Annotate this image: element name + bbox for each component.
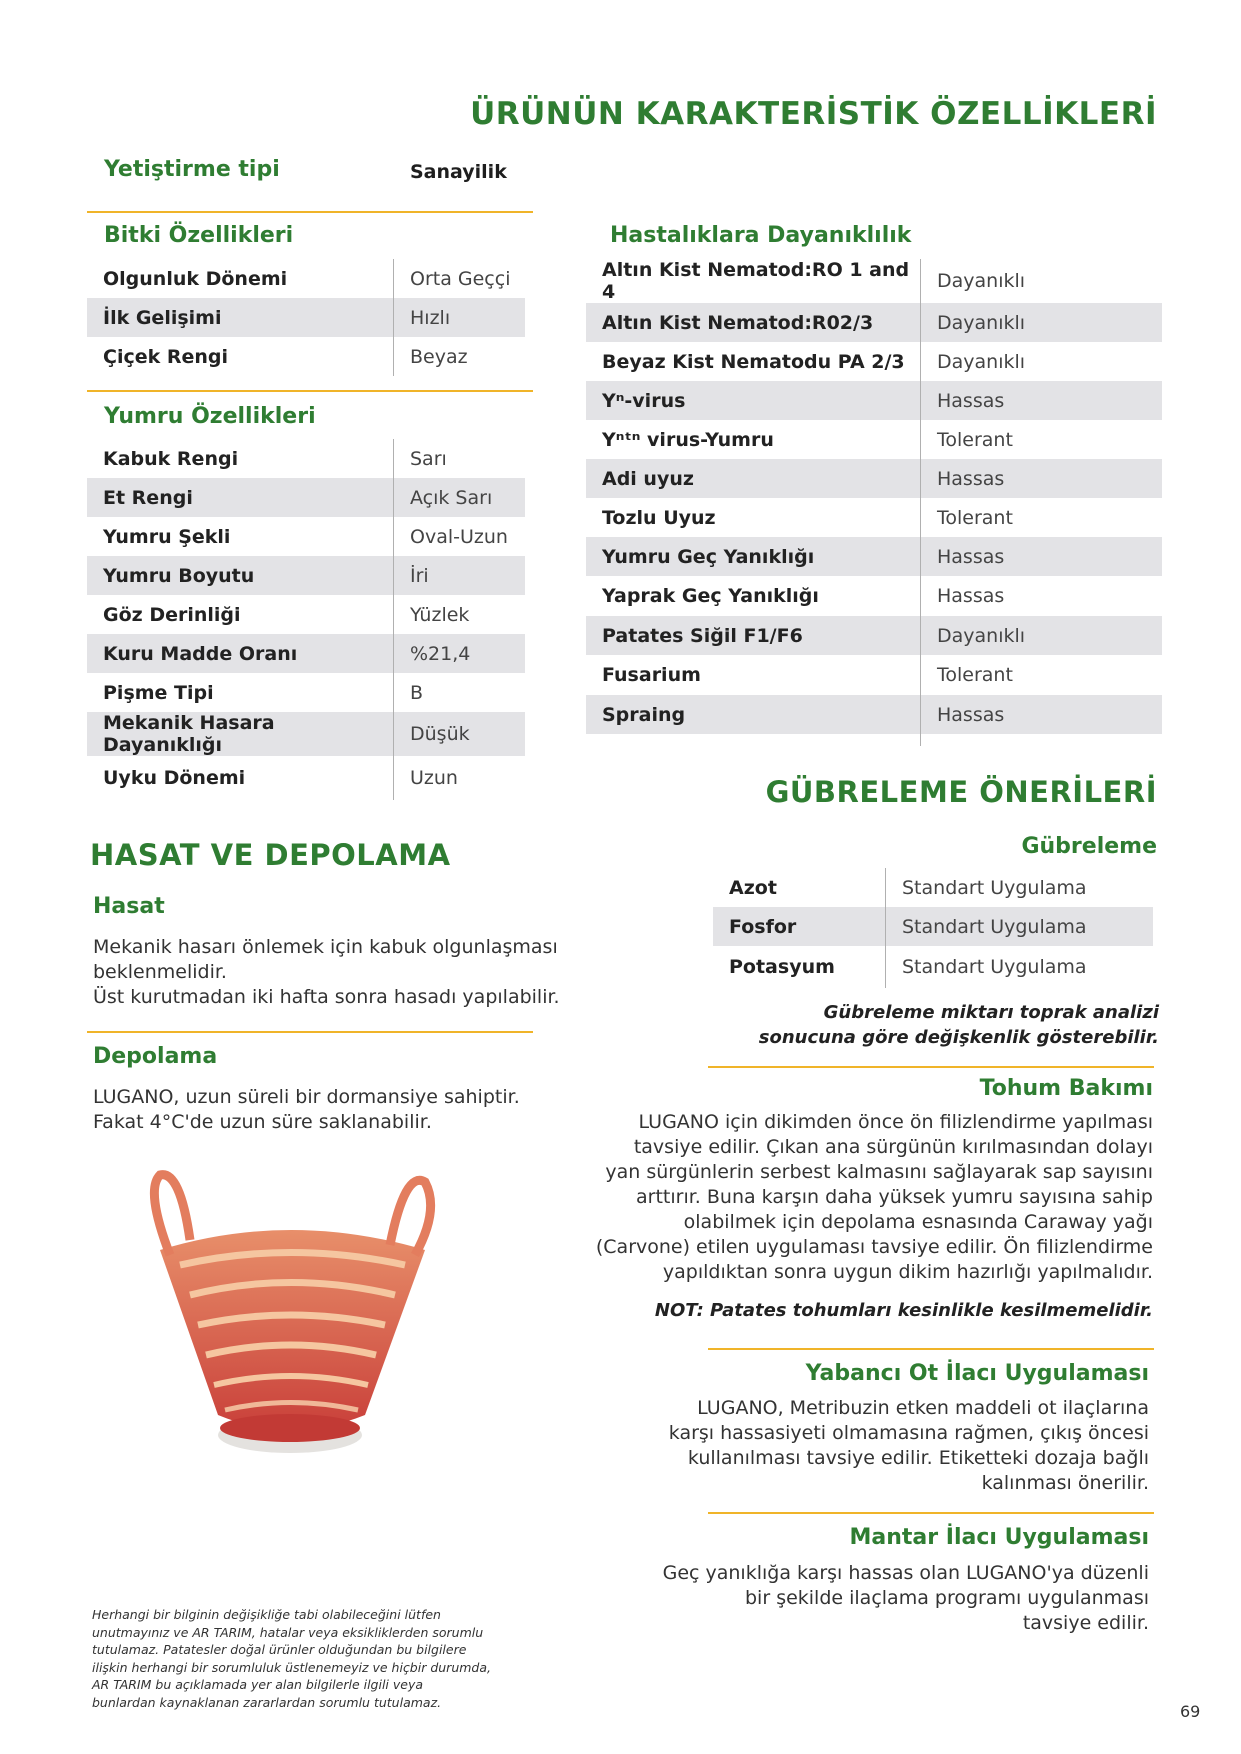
table-row: Yⁿᵗⁿ virus-Yumru Tolerant [586,420,1162,459]
tuber-title: Yumru Özellikleri [104,404,316,429]
page-title: ÜRÜNÜN KARAKTERİSTİK ÖZELLİKLERİ [470,96,1157,132]
table-row: Yumru Geç Yanıklığı Hassas [586,537,1162,576]
fert-title: GÜBRELEME ÖNERİLERİ [765,775,1157,809]
divider [708,1348,1154,1350]
table-row: Kuru Madde Oranı %21,4 [87,634,525,673]
disease-title: Hastalıklara Dayanıklılık [610,223,912,248]
table-row: Mekanik Hasara Dayanıklığı Düşük [87,712,525,756]
table-row: Adi uyuz Hassas [586,459,1162,498]
herbicide-text: LUGANO, Metribuzin etken maddeli ot ilaçlarına karşı hassasiyeti olmamasına rağmen, çıkış öncesi kullanılması tavsiye edilir. Etiketteki dozaja bağlı kalınması önerilir. [668,1397,1149,1494]
table-row: Spraing Hassas [586,695,1162,734]
table-row: Azot Standart Uygulama [713,868,1153,907]
table-row: Patates Siğil F1/F6 Dayanıklı [586,616,1162,655]
divider [708,1066,1154,1068]
fungicide-text: Geç yanıklığa karşı hassas olan LUGANO'ya düzenli bir şekilde ilaçlama programı uygulanması tavsiye edilir. [662,1562,1149,1634]
fungicide-title: Mantar İlacı Uygulaması [849,1525,1149,1550]
depolama-title: Depolama [93,1044,218,1069]
table-row: Yaprak Geç Yanıklığı Hassas [586,576,1162,616]
table-row: Altın Kist Nematod:RO 1 and 4 Dayanıklı [586,259,1162,303]
harvest-title: HASAT VE DEPOLAMA [90,838,451,872]
seed-text: LUGANO için dikimden önce ön filizlendirme yapılması tavsiye edilir. Çıkan ana sürgünün kırılmasından dolayı yan sürgünlerin serbest kalmasını sağlayarak sap sayısını arttırır. Buna karşın daha yüksek yumru sayısına sahip olabilmek için depolama esnasında Caraway yağı (Carvone) etilen uygulaması tavsiye edilir. Ön filizlendirme yapıldıktan sonra uygun dikim hazırlığı yapılmalıdır. [595,1111,1153,1283]
table-row: Beyaz Kist Nematodu PA 2/3 Dayanıklı [586,342,1162,381]
hasat-text: Mekanik hasarı önlemek için kabuk olgunlaşması beklenmelidir. Üst kurutmadan iki hafta sonra hasadı yapılabilir. [93,936,560,1008]
fert-sub: Gübreleme [1021,834,1157,859]
divider [87,1031,533,1033]
plant-table [87,259,525,376]
divider [708,1512,1154,1514]
cultivation-label: Yetiştirme tipi [104,157,280,182]
disclaimer: Herhangi bir bilginin değişikliğe tabi olabileceğini lütfen unutmayınız ve AR TARIM, hatalar veya eksikliklerden sorumlu tutulamaz. Patatesler doğal ürünler olduğundan bu bilgilere ilişkin herhangi bir sorumluluk üstlenemeyiz ve hiçbir durumda, AR TARIM bu açıklamada yer alan bilgilerle ilgili veya bunlardan kaynaklanan zararlardan sorumlu tutulamaz. [92,1607,491,1710]
seed-note: NOT: Patates tohumları kesinlikle kesilmemelidir. [654,1300,1153,1321]
table-row: Tozlu Uyuz Tolerant [586,498,1162,537]
disease-table [586,259,1162,746]
table-row: Yumru Şekli Oval-Uzun [87,517,525,556]
table-row: Fusarium Tolerant [586,655,1162,695]
fert-note: Gübreleme miktarı toprak analizi sonucuna göre değişkenlik gösterebilir. [758,1002,1159,1048]
table-row: Çiçek Rengi Beyaz [87,337,525,376]
table-row: Altın Kist Nematod:R02/3 Dayanıklı [586,303,1162,342]
herbicide-title: Yabancı Ot İlacı Uygulaması [805,1361,1149,1386]
divider [87,211,533,213]
table-row: Et Rengi Açık Sarı [87,478,525,517]
table-row: Uyku Dönemi Uzun [87,756,525,800]
plant-title: Bitki Özellikleri [104,223,294,248]
depolama-text: LUGANO, uzun süreli bir dormansiye sahiptir. Fakat 4°C'de uzun süre saklanabilir. [93,1086,520,1133]
hasat-title: Hasat [93,894,165,919]
potato-basket-image [140,1170,440,1470]
table-row: Olgunluk Dönemi Orta Geççi [87,259,525,298]
table-row [586,734,1162,746]
table-row: Potasyum Standart Uygulama [713,946,1153,988]
seed-title: Tohum Bakımı [979,1076,1153,1101]
table-row: İlk Gelişimi Hızlı [87,298,525,337]
table-row: Fosfor Standart Uygulama [713,907,1153,946]
table-row: Yumru Boyutu İri [87,556,525,595]
tuber-table [87,439,525,800]
table-row: Kabuk Rengi Sarı [87,439,525,478]
table-row: Yⁿ-virus Hassas [586,381,1162,420]
table-row: Göz Derinliği Yüzlek [87,595,525,634]
table-row: Pişme Tipi B [87,673,525,712]
fert-table [713,868,1153,988]
page-number: 69 [1180,1702,1201,1721]
cultivation-value: Sanayilik [410,161,507,183]
divider [87,390,533,392]
